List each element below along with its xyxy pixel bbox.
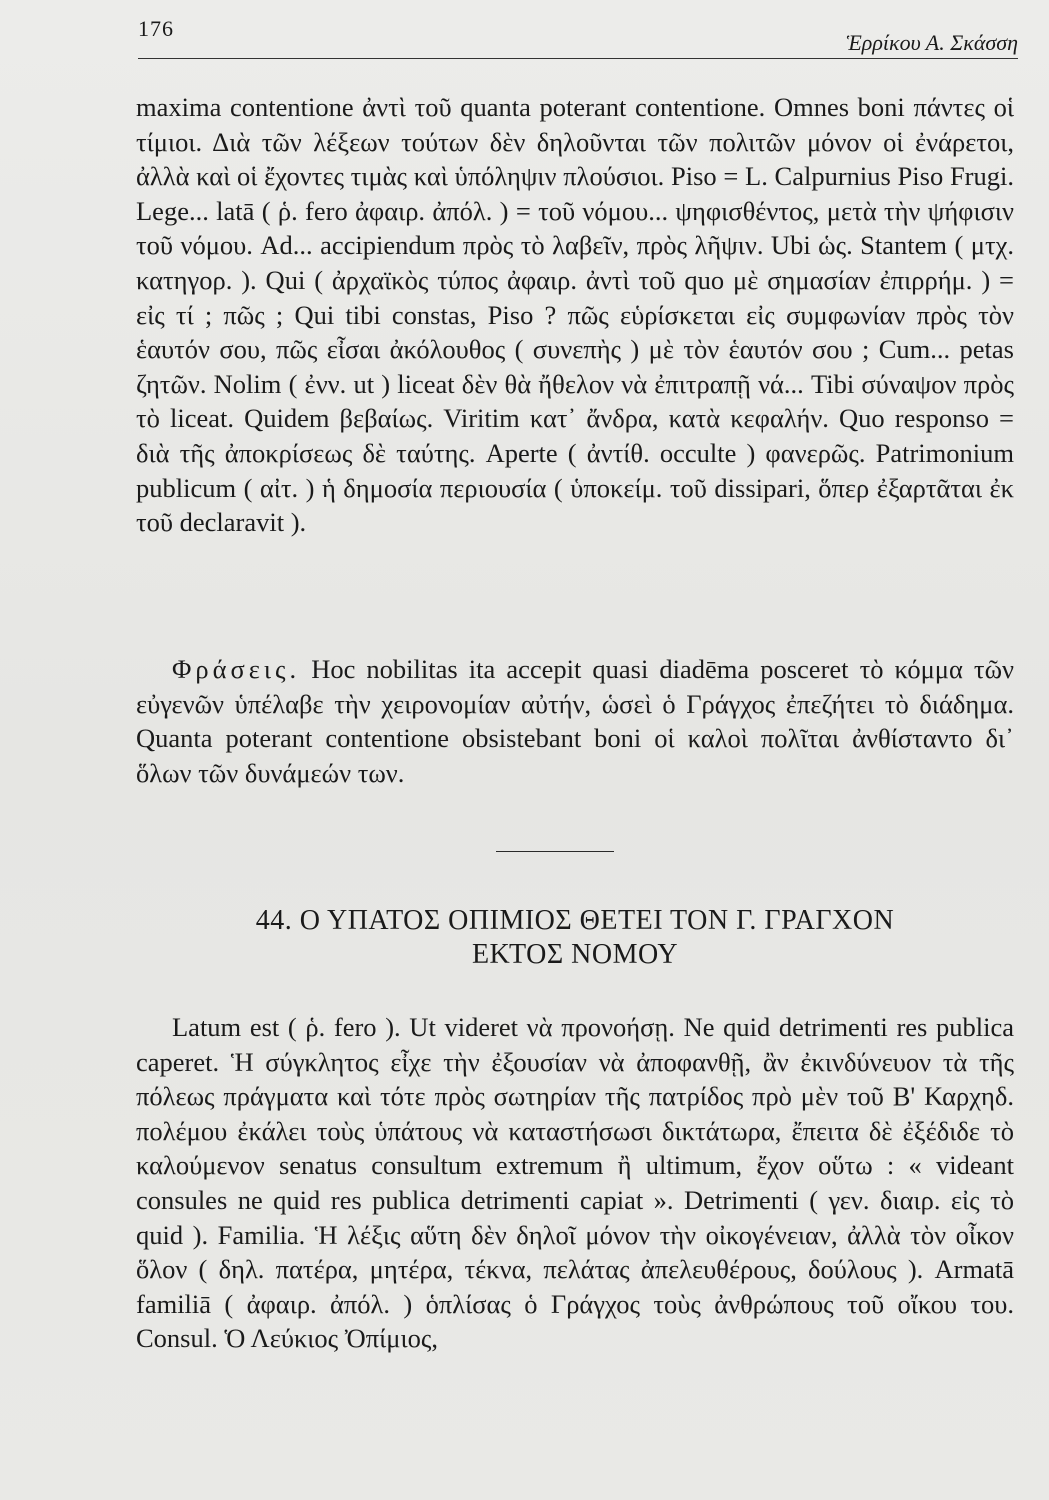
commentary-paragraph-1: maxima contentione ἀντὶ τοῦ quanta poterant contentione. Omnes boni πάντες οἱ τίμιοι. Διὰ τῶν λέξεων τούτων δὲν δηλοῦνται τῶν πολιτῶν μόνον οἱ ἐνάρετοι, ἀλλὰ καὶ οἱ ἔχοντες τιμὰς καὶ ὑπόληψιν πλούσιοι. Piso = L. Calpurnius Piso Frugi. Lege... latā ( ῥ. fero ἀφαιρ. ἀπόλ. ) = τοῦ νόμου... ψηφισθέντος, μετὰ τὴν ψήφισιν τοῦ νόμου. Ad... accipiendum πρὸς τὸ λαβεῖν, πρὸς λῆψιν. Ubi ὡς. Stantem ( μτχ. κατηγορ. ). Qui ( ἀρχαϊκὸς τύπος ἀφαιρ. ἀντὶ τοῦ quo μὲ σημασίαν ἐπιρρήμ. ) = εἰς τί ; πῶς ; Qui tibi constas, Piso ? πῶς εὑρίσκεται εἰς συμφωνίαν πρὸς τὸν ἑαυτόν σου, πῶς εἶσαι ἀκόλουθος ( συνεπὴς ) μὲ τὸν ἑαυτόν σου ; Cum... petas ζητῶν. Nolim ( ἐνν. ut ) liceat δὲν θὰ ἤθελον νὰ ἐπιτραπῇ νά... Tibi σύναψον πρὸς τὸ liceat. Quidem βεβαίως. Viritim κατ᾽ ἄνδρα, κατὰ κεφαλήν. Quo responso = διὰ τῆς ἀποκρίσεως δὲ ταύτης. Aperte ( ἀντίθ. occulte ) φανερῶς. Patrimonium publicum ( αἰτ. ) ἡ δημοσία περιουσία ( ὑποκείμ. τοῦ dissipari, ὅπερ ἐξαρτᾶται ἐκ τοῦ declaravit ). xyxy=(136,92,1014,538)
section-title-line-2: ΕΚΤΟΣ ΝΟΜΟΥ xyxy=(471,939,679,970)
page-number: 176 xyxy=(138,16,174,41)
running-head: Ἑρρίκου Α. Σκάσση xyxy=(846,30,1018,55)
section-title-line-1: 44. Ο ΥΠΑΤΟΣ ΟΠΙΜΙΟΣ ΘΕΤΕΙ ΤΟΝ Γ. ΓΡΑΓΧΟΝ xyxy=(255,905,895,936)
phrases-text: Hoc nobilitas ita accepit quasi diadēma posceret τὸ κόμμα τῶν εὐγενῶν ὑπέλαβε τὴν χειρονομίαν αὐτήν, ὡσεὶ ὁ Γράγχος ἐπεζήτει τὸ διάδημα. Quanta poterant contentione obsistebant boni οἱ καλοὶ πολῖται ἀνθίσταντο δι᾽ ὅλων τῶν δυνάμεών των. xyxy=(136,654,1015,788)
page-header xyxy=(138,14,1018,54)
phrases-paragraph xyxy=(136,652,1014,790)
header-rule xyxy=(138,58,1018,59)
section-title xyxy=(136,904,1014,972)
phrases-label: Φράσεις. xyxy=(172,654,301,684)
section-divider xyxy=(496,851,614,852)
commentary-paragraph-3: Latum est ( ῥ. fero ). Ut videret νὰ προνοήσῃ. Ne quid detrimenti res publica caperet. Ἡ σύγκλητος εἶχε τὴν ἐξουσίαν νὰ ἀποφανθῇ, ἂν ἐκινδύνευον τὰ τῆς πόλεως πράγματα καὶ τότε πρὸς σωτηρίαν τῆς πατρίδος πρὸ μὲν τοῦ Β' Καρχηδ. πολέμου ἐκάλει τοὺς ὑπάτους νὰ καταστήσωσι δικτάτωρα, ἔπειτα δὲ ἐξέδιδε τὸ καλούμενον senatus consultum extremum ἢ ultimum, ἔχον οὕτω : « videant consules ne quid res publica detrimenti capiat ». Detrimenti ( γεν. διαιρ. εἰς τὸ quid ). Familia. Ἡ λέξις αὕτη δὲν δηλοῖ μόνον τὴν οἰκογένειαν, ἀλλὰ τὸν οἶκον ὅλον ( δηλ. πατέρα, μητέρα, τέκνα, πελάτας ἀπελευθέρους, δούλους ). Armatā familiā ( ἀφαιρ. ἀπόλ. ) ὁπλίσας ὁ Γράγχος τοὺς ἀνθρώπους τοῦ οἴκου του. Consul. Ὁ Λεύκιος Ὀπίμιος, xyxy=(136,1012,1014,1354)
